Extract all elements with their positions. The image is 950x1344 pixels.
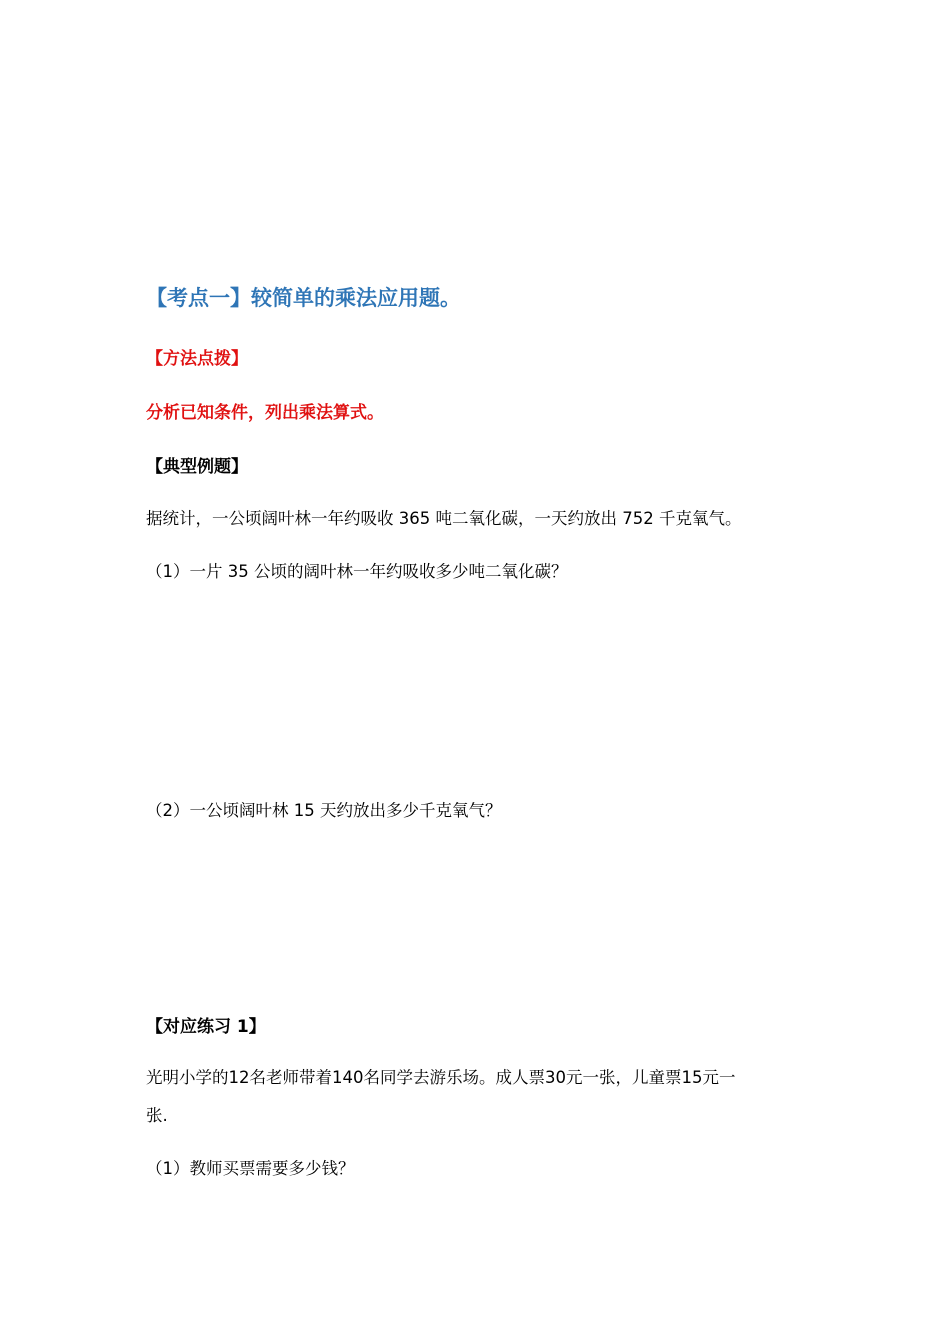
example-text: 据统计，一公顷阔叶林一年约吸收 365 吨二氧化碳，一天约放出 752 千克氧气。 bbox=[146, 509, 742, 528]
practice-text-line-2: 张. bbox=[146, 1106, 168, 1125]
example-heading: 【典型例题】 bbox=[146, 457, 248, 477]
example-question-2: （2）一公顷阔叶林 15 天约放出多少千克氧气？ bbox=[146, 801, 502, 820]
method-heading: 【方法点拨】 bbox=[146, 349, 248, 369]
example-question-1: （1）一片 35 公顷的阔叶林一年约吸收多少吨二氧化碳？ bbox=[146, 562, 568, 581]
practice-text-line-1: 光明小学的12名老师带着140名同学去游乐场。成人票30元一张，儿童票15元一 bbox=[146, 1068, 736, 1087]
section-title: 【考点一】较简单的乘法应用题。 bbox=[146, 286, 461, 310]
practice-heading: 【对应练习 1】 bbox=[146, 1017, 266, 1037]
method-text: 分析已知条件，列出乘法算式。 bbox=[146, 403, 384, 423]
practice-question-1: （1）教师买票需要多少钱？ bbox=[146, 1159, 355, 1178]
